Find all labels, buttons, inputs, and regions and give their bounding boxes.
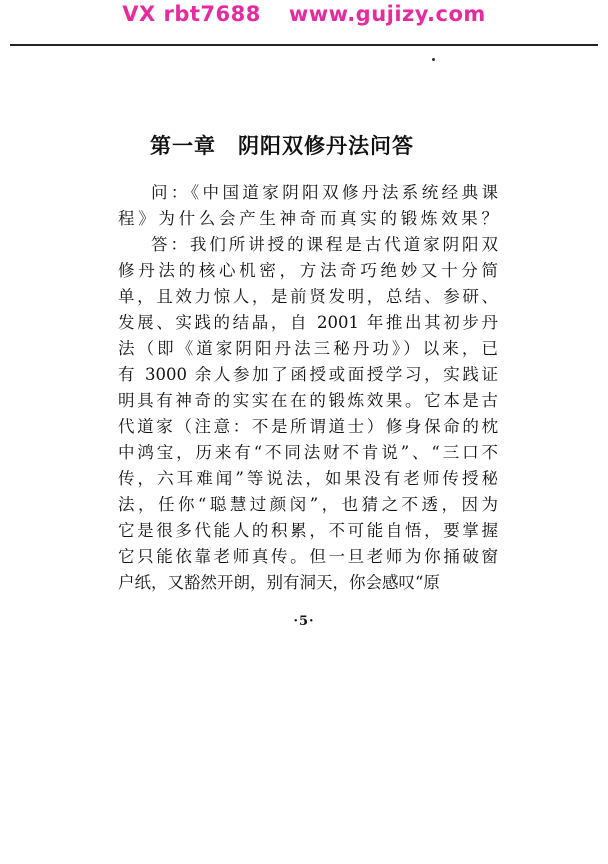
text-line: 户纸，又豁然开朗，别有洞天，你会感叹“原 [118, 573, 440, 592]
header-rule [10, 44, 598, 46]
text-line: 它只能依靠老师真传。但一旦老师为你捅破窗 [118, 547, 498, 566]
scan-speck [432, 58, 435, 61]
text-line: 答：我们所讲授的课程是古代道家阴阳双 [151, 235, 498, 254]
text-line: 中鸿宝，历来有“不同法财不肯说”、“三口不 [118, 443, 498, 462]
text-line: 单，且效力惊人，是前贤发明，总结、参研、 [118, 287, 498, 306]
body-text [118, 180, 498, 596]
chapter-title: 第一章 阴阳双修丹法问答 [150, 133, 414, 158]
page-number: ·5· [293, 614, 315, 629]
watermark-website: www.gujizy.com [288, 2, 486, 26]
text-line: 法，任你“聪慧过颜闵”，也猜之不透，因为 [118, 495, 498, 514]
text-line: 法（即《道家阴阳丹法三秘丹功》）以来，已 [118, 339, 498, 358]
text-line: 有 3000 余人参加了函授或面授学习，实践证 [118, 365, 498, 384]
text-line: 它是很多代能人的积累，不可能自悟，要掌握 [118, 521, 498, 540]
text-line: 传，六耳难闻”等说法，如果没有老师传授秘 [118, 469, 498, 488]
watermark-wechat-id: VX rbt7688 [122, 2, 261, 26]
text-line: 修丹法的核心机密，方法奇巧绝妙又十分简 [118, 261, 498, 280]
text-line: 发展、实践的结晶，自 2001 年推出其初步丹 [118, 313, 498, 332]
text-line: 明具有神奇的实实在在的锻炼效果。它本是古 [118, 391, 498, 410]
text-line: 代道家（注意：不是所谓道士）修身保命的枕 [118, 417, 498, 436]
watermark [0, 2, 608, 32]
text-line: 问：《中国道家阴阳双修丹法系统经典课 [151, 183, 498, 202]
text-line: 程》为什么会产生神奇而真实的锻炼效果？ [118, 209, 498, 228]
